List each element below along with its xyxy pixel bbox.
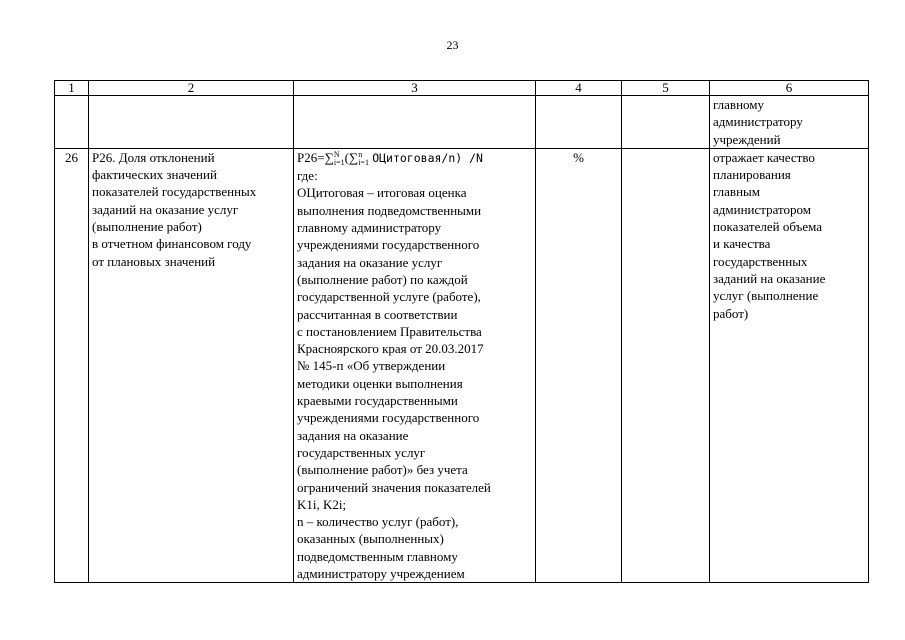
row-number-cell: 26 [55,148,89,582]
note-line: отражает качество [713,149,815,165]
continuation-cell-1 [55,96,89,149]
description-line: государственных услуг [297,444,426,460]
description-line: ОЦитоговая – итоговая оценка [297,185,467,201]
description-line: n – количество услуг (работ), [297,514,459,530]
indicator-name-line: фактических значений [92,167,217,183]
continuation-cell-5 [622,96,710,149]
description-line: рассчитанная в соответствии [297,306,458,322]
header-cell-1: 1 [55,81,89,96]
page-number: 23 [446,38,459,52]
description-line: администратору учреждением [297,566,465,582]
formula-term: ОЦитоговая/n) /N [372,150,483,165]
header-cell-2: 2 [89,81,294,96]
indicator-name-line: показателей государственных [92,184,257,200]
continuation-note-line: учреждений [713,131,781,147]
continuation-note-line: главному [713,97,765,112]
formula-prefix: Р26= [297,149,325,165]
description-line: главному администратору [297,220,442,236]
sum-symbol: ∑ [348,149,359,165]
description-line: подведомственным главному [297,548,458,564]
description-line: учреждениями государственного [297,237,480,253]
header-cell-5: 5 [622,81,710,96]
outer-sum-upper: N [333,149,340,159]
note-line: работ) [713,305,749,321]
description-line: государственной услуге (работе), [297,289,481,305]
indicators-table [54,80,869,583]
sum-symbol: ∑ [324,149,334,165]
description-line: учреждениями государственного [297,410,480,426]
description-line: методики оценки выполнения [297,375,463,391]
inner-sum-limits [358,151,369,167]
description-line: № 145-п «Об утверждении [297,358,446,374]
note-cell [710,148,869,582]
description-line: Красноярского края от 20.03.2017 [297,341,484,357]
indicator-name-line: заданий на оказание услуг [92,201,239,217]
description-line: задания на оказание услуг [297,254,443,270]
description-line: (выполнение работ) по каждой [297,271,468,287]
description-line: задания на оказание [297,427,409,443]
note-line: планирования [713,167,791,183]
description-line: с постановлением Правительства [297,323,482,339]
indicator-name-line: Р26. Доля отклонений [92,149,215,165]
empty-cell-5 [622,148,710,582]
table-row-26 [55,148,869,582]
formula [297,149,532,167]
continuation-cell-3 [294,96,536,149]
indicator-name-cell [89,148,294,582]
indicator-name-line: от плановых значений [92,253,216,269]
note-line: заданий на оказание [713,270,826,286]
table-header-row [55,81,869,96]
continuation-note-cell [710,96,869,149]
continuation-note-line: администратору [713,114,803,130]
description-line: (выполнение работ)» без учета [297,462,468,478]
formula-open-paren: ( [344,149,349,165]
note-line: государственных [713,253,808,269]
note-line: администратором [713,201,812,217]
indicator-name-line: в отчетном финансовом году [92,236,252,252]
outer-sum-lower: i=1 [333,157,345,167]
inner-sum-lower: i=1 [358,157,369,167]
unit-cell: % [536,148,622,582]
note-line: услуг (выполнение [713,288,819,304]
continuation-cell-4 [536,96,622,149]
header-cell-4: 4 [536,81,622,96]
note-line: показателей объема [713,219,823,235]
header-cell-3: 3 [294,81,536,96]
description-line: K1i, K2i; [297,496,347,512]
description-line: ограничений значения показателей [297,479,491,495]
description-line: оказанных (выполненных) [297,531,444,547]
indicator-name-line: (выполнение работ) [92,219,202,235]
continuation-row [55,96,869,149]
header-cell-6: 6 [710,81,869,96]
note-line: и качества [713,236,771,252]
formula-cell [294,148,536,582]
inner-sum-upper: n [358,149,363,159]
description-line: где: [297,168,318,184]
note-line: главным [713,184,760,200]
continuation-cell-2 [89,96,294,149]
outer-sum-limits [334,151,345,167]
description-line: краевыми государственными [297,393,458,409]
description-line: выполнения подведомственными [297,202,482,218]
